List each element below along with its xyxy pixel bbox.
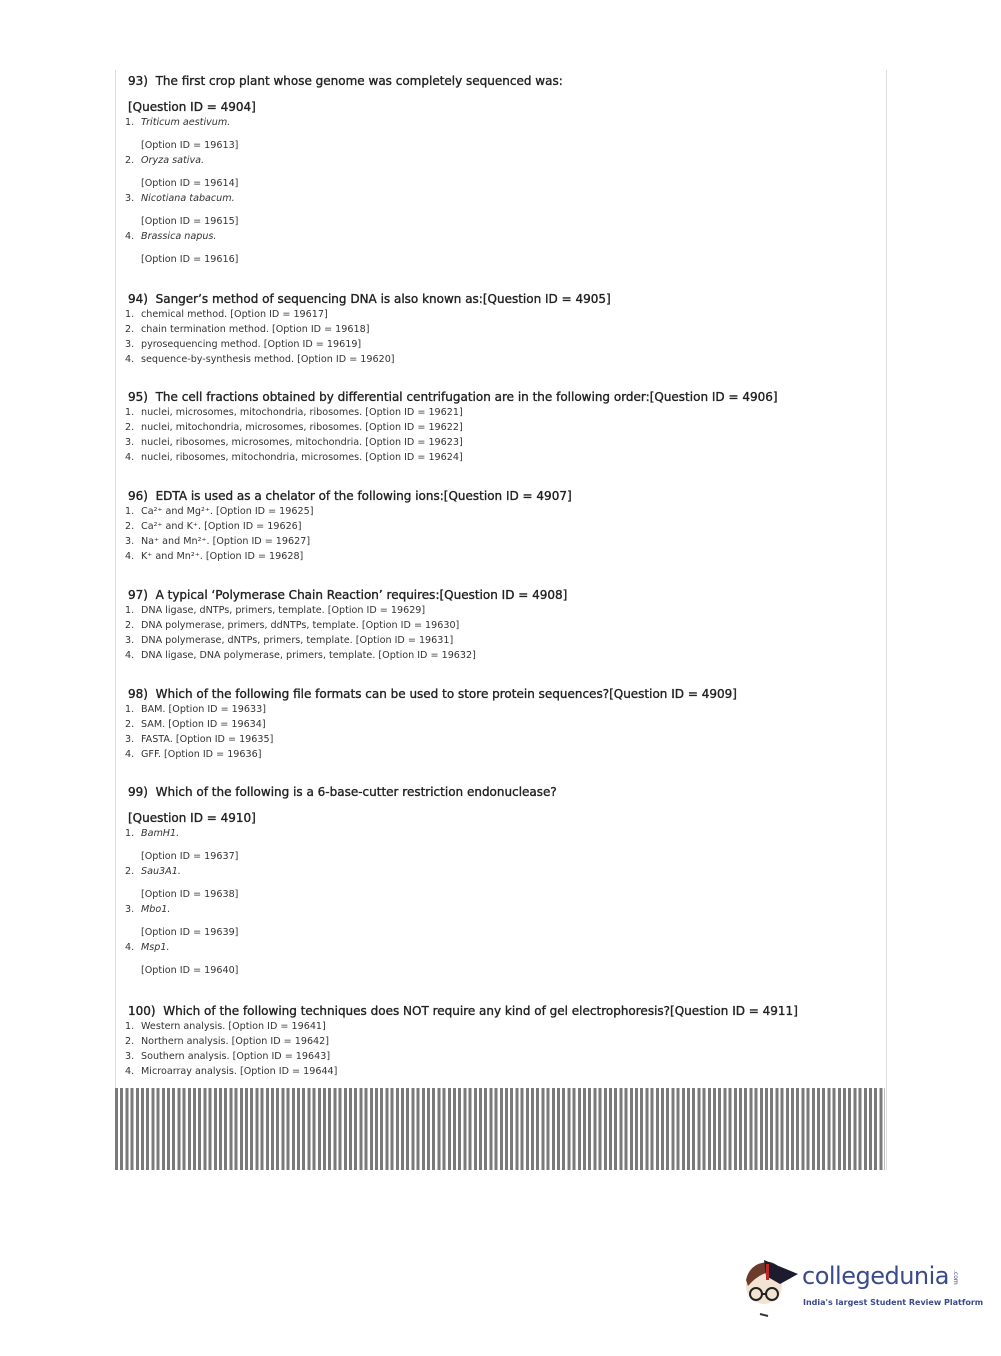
question-block xyxy=(125,1003,798,1079)
option-text: DNA ligase, DNA polymerase, primers, template. [Option ID = 19632] xyxy=(141,650,476,661)
question-text xyxy=(128,291,611,307)
option-text: Nicotiana tabacum. xyxy=(141,193,235,204)
question-number: 96) xyxy=(128,489,148,503)
question-text xyxy=(128,587,567,603)
option-text: Northern analysis. [Option ID = 19642] xyxy=(141,1036,330,1047)
question-text xyxy=(128,686,737,702)
option-text: DNA polymerase, primers, ddNTPs, template. [Option ID = 19630] xyxy=(141,620,460,631)
option-id: [Option ID = 19616] xyxy=(141,254,239,265)
option-number: 1. xyxy=(125,828,135,839)
question-block xyxy=(125,488,572,564)
options-list xyxy=(125,1019,798,1079)
option-item xyxy=(125,352,611,367)
option-text: Triticum aestivum. xyxy=(141,117,231,128)
question-text xyxy=(128,784,557,800)
option-text: sequence-by-synthesis method. [Option ID = 19620] xyxy=(141,354,395,365)
option-number: 4. xyxy=(125,231,135,242)
option-number: 4. xyxy=(125,354,135,365)
option-text: Oryza sativa. xyxy=(141,155,205,166)
question-body: The first crop plant whose genome was completely sequenced was: xyxy=(155,74,563,88)
option-item xyxy=(125,435,778,450)
option-text: chemical method. [Option ID = 19617] xyxy=(141,309,328,320)
option-number: 3. xyxy=(125,339,135,350)
question-number: 95) xyxy=(128,390,148,404)
question-block xyxy=(125,389,778,465)
option-item xyxy=(125,864,557,902)
option-text: Msp1. xyxy=(141,942,170,953)
question-text xyxy=(128,73,563,89)
question-number: 93) xyxy=(128,74,148,88)
options-list xyxy=(125,405,778,465)
question-text xyxy=(128,488,572,504)
option-number: 2. xyxy=(125,620,135,631)
option-text: Brassica napus. xyxy=(141,231,217,242)
question-number: 94) xyxy=(128,292,148,306)
option-number: 4. xyxy=(125,749,135,760)
option-item xyxy=(125,648,567,663)
question-block xyxy=(125,784,557,978)
option-item xyxy=(125,1019,798,1034)
option-id: [Option ID = 19639] xyxy=(141,927,239,938)
options-list xyxy=(125,115,563,267)
option-number: 3. xyxy=(125,193,135,204)
option-item xyxy=(125,534,572,549)
option-item xyxy=(125,519,572,534)
option-text: DNA ligase, dNTPs, primers, template. [Option ID = 19629] xyxy=(141,605,426,616)
option-number: 1. xyxy=(125,704,135,715)
options-list xyxy=(125,504,572,564)
collegedunia-logo xyxy=(740,1250,995,1320)
option-item xyxy=(125,1049,798,1064)
option-item xyxy=(125,450,778,465)
option-text: SAM. [Option ID = 19634] xyxy=(141,719,266,730)
option-item xyxy=(125,940,557,978)
option-number: 4. xyxy=(125,650,135,661)
option-text: Microarray analysis. [Option ID = 19644] xyxy=(141,1066,338,1077)
option-number: 3. xyxy=(125,536,135,547)
option-number: 1. xyxy=(125,605,135,616)
question-body: Which of the following techniques does NOT require any kind of gel electrophoresis?[Question ID = 4911] xyxy=(163,1004,798,1018)
option-text: Southern analysis. [Option ID = 19643] xyxy=(141,1051,331,1062)
option-item xyxy=(125,191,563,229)
logo-brand: collegedunia xyxy=(802,1262,950,1290)
question-block xyxy=(125,291,611,367)
question-body: Sanger’s method of sequencing DNA is also known as:[Question ID = 4905] xyxy=(155,292,611,306)
option-item xyxy=(125,717,737,732)
option-text: K⁺ and Mn²⁺. [Option ID = 19628] xyxy=(141,551,304,562)
question-body: A typical ‘Polymerase Chain Reaction’ requires:[Question ID = 4908] xyxy=(155,588,568,602)
option-item xyxy=(125,405,778,420)
option-number: 3. xyxy=(125,635,135,646)
option-item xyxy=(125,633,567,648)
question-number: 99) xyxy=(128,785,148,799)
option-id: [Option ID = 19637] xyxy=(141,851,239,862)
option-text: Sau3A1. xyxy=(141,866,181,877)
option-text: Ca²⁺ and Mg²⁺. [Option ID = 19625] xyxy=(141,506,314,517)
option-id: [Option ID = 19640] xyxy=(141,965,239,976)
options-list xyxy=(125,603,567,663)
question-number: 100) xyxy=(128,1004,156,1018)
option-text: BamH1. xyxy=(141,828,180,839)
option-item xyxy=(125,337,611,352)
option-number: 2. xyxy=(125,521,135,532)
option-text: Na⁺ and Mn²⁺. [Option ID = 19627] xyxy=(141,536,311,547)
option-text: chain termination method. [Option ID = 19618] xyxy=(141,324,370,335)
option-number: 3. xyxy=(125,437,135,448)
question-number: 97) xyxy=(128,588,148,602)
option-item xyxy=(125,702,737,717)
option-number: 2. xyxy=(125,422,135,433)
option-id: [Option ID = 19613] xyxy=(141,140,239,151)
option-number: 2. xyxy=(125,324,135,335)
logo-suffix: .com xyxy=(952,1270,960,1285)
option-item xyxy=(125,747,737,762)
option-item xyxy=(125,153,563,191)
question-block xyxy=(125,587,568,663)
option-number: 2. xyxy=(125,866,135,877)
option-number: 3. xyxy=(125,1051,135,1062)
option-number: 3. xyxy=(125,904,135,915)
option-text: nuclei, microsomes, mitochondria, ribosomes. [Option ID = 19621] xyxy=(141,407,463,418)
option-number: 2. xyxy=(125,155,135,166)
option-number: 4. xyxy=(125,942,135,953)
question-number: 98) xyxy=(128,687,148,701)
question-body: The cell fractions obtained by differential centrifugation are in the following order:[Question ID = 4906] xyxy=(155,390,778,404)
logo-brand-row xyxy=(802,1262,959,1290)
question-text xyxy=(128,1003,798,1019)
options-list xyxy=(125,307,611,367)
barcode-strip xyxy=(115,1088,885,1170)
option-id: [Option ID = 19615] xyxy=(141,216,239,227)
question-body: Which of the following is a 6-base-cutter restriction endonuclease? xyxy=(155,785,557,799)
option-number: 1. xyxy=(125,117,135,128)
option-text: DNA polymerase, dNTPs, primers, template. [Option ID = 19631] xyxy=(141,635,454,646)
question-id: [Question ID = 4910] xyxy=(128,811,256,825)
option-item xyxy=(125,504,572,519)
option-number: 1. xyxy=(125,309,135,320)
option-text: nuclei, ribosomes, mitochondria, microsomes. [Option ID = 19624] xyxy=(141,452,463,463)
option-item xyxy=(125,549,572,564)
option-item xyxy=(125,618,567,633)
mascot-icon xyxy=(740,1250,800,1320)
option-number: 4. xyxy=(125,452,135,463)
option-item xyxy=(125,322,611,337)
question-block xyxy=(125,686,737,762)
option-text: pyrosequencing method. [Option ID = 19619] xyxy=(141,339,362,350)
option-text: BAM. [Option ID = 19633] xyxy=(141,704,266,715)
option-item xyxy=(125,603,567,618)
option-item xyxy=(125,1064,798,1079)
option-item xyxy=(125,229,563,267)
option-item xyxy=(125,115,563,153)
option-item xyxy=(125,732,737,747)
options-list xyxy=(125,826,557,978)
question-id: [Question ID = 4904] xyxy=(128,100,256,114)
option-id: [Option ID = 19614] xyxy=(141,178,239,189)
option-text: nuclei, ribosomes, microsomes, mitochondria. [Option ID = 19623] xyxy=(141,437,463,448)
option-item xyxy=(125,420,778,435)
option-text: Ca²⁺ and K⁺. [Option ID = 19626] xyxy=(141,521,302,532)
option-number: 2. xyxy=(125,719,135,730)
option-number: 2. xyxy=(125,1036,135,1047)
option-item xyxy=(125,902,557,940)
question-body: Which of the following file formats can be used to store protein sequences?[Question ID = 4909] xyxy=(155,687,737,701)
option-item xyxy=(125,826,557,864)
question-block xyxy=(125,73,563,267)
question-body: EDTA is used as a chelator of the following ions:[Question ID = 4907] xyxy=(155,489,572,503)
option-number: 4. xyxy=(125,551,135,562)
option-text: GFF. [Option ID = 19636] xyxy=(141,749,262,760)
logo-tagline: India's largest Student Review Platform xyxy=(803,1298,984,1307)
option-item xyxy=(125,1034,798,1049)
option-number: 1. xyxy=(125,1021,135,1032)
option-number: 4. xyxy=(125,1066,135,1077)
options-list xyxy=(125,702,737,762)
option-item xyxy=(125,307,611,322)
option-id: [Option ID = 19638] xyxy=(141,889,239,900)
option-text: FASTA. [Option ID = 19635] xyxy=(141,734,274,745)
option-text: nuclei, mitochondria, microsomes, ribosomes. [Option ID = 19622] xyxy=(141,422,463,433)
option-text: Mbo1. xyxy=(141,904,171,915)
question-text xyxy=(128,389,778,405)
option-number: 1. xyxy=(125,506,135,517)
option-number: 3. xyxy=(125,734,135,745)
option-number: 1. xyxy=(125,407,135,418)
option-text: Western analysis. [Option ID = 19641] xyxy=(141,1021,326,1032)
